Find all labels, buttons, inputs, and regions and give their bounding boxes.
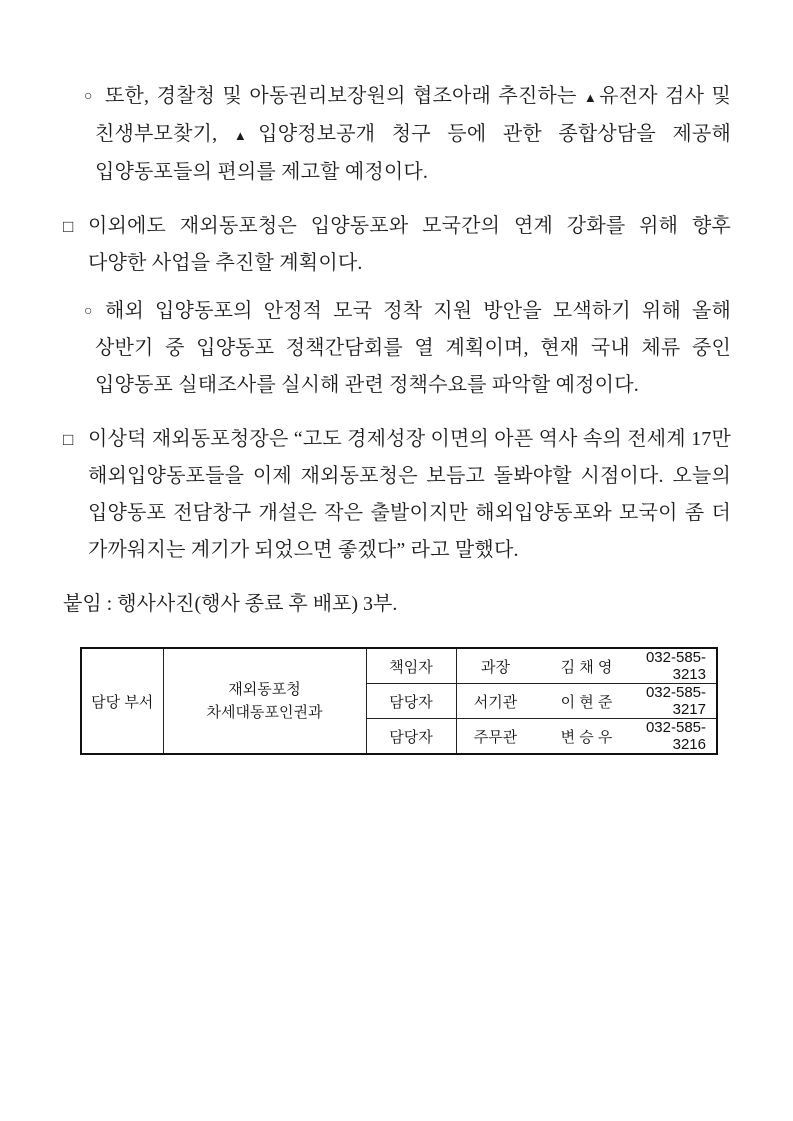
paragraph-text: 해외 입양동포의 안정적 모국 정착 지원 방안을 모색하기 위해 올해 상반기 중 입양동포 정책간담회를 열 계획이며, 현재 국내 체류 중인 입양동포 실태조사를 실시해 관련 정책수요를 파악할 예정이다.	[95, 300, 731, 396]
paragraph	[63, 78, 731, 191]
contact-table	[80, 647, 718, 755]
detail-cell	[456, 684, 717, 719]
triangle-item-marker: ▲	[583, 90, 600, 105]
role-cell: 책임자	[366, 648, 456, 684]
person-name: 변 승 우	[560, 728, 613, 746]
department-line: 차세대동포인권과	[206, 704, 323, 721]
paragraph-text: 이외에도 재외동포청은 입양동포와 모국간의 연계 강화를 위해 향후 다양한 사업을 추진할 계획이다.	[88, 215, 731, 274]
circle-bullet-marker: ○	[84, 304, 93, 319]
department-label-cell: 담당 부서	[81, 648, 163, 754]
attachment-line: 붙임 : 행사사진(행사 종료 후 배포) 3부.	[63, 593, 398, 615]
phone-number: 032-585-3216	[645, 719, 706, 753]
detail-cell	[456, 648, 717, 684]
person-name: 김 채 영	[560, 658, 613, 676]
square-bullet-marker: □	[63, 217, 74, 236]
circle-bullet-marker: ○	[84, 89, 93, 104]
paragraph-text: 또한, 경찰청 및 아동권리보장원의 협조아래 추진하는 ▲유전자 검사 및 친생부모찾기, ▲입양정보공개 청구 등에 관한 종합상담을 제공해 입양동포들의 편의를 제고할 예정이다.	[95, 85, 731, 183]
position-label: 주무관	[473, 728, 518, 746]
square-bullet-marker: □	[63, 430, 74, 449]
paragraph	[63, 293, 731, 404]
detail-cell	[456, 719, 717, 755]
paragraph	[63, 421, 731, 569]
role-cell: 담당자	[366, 684, 456, 719]
phone-number: 032-585-3213	[645, 649, 706, 683]
role-cell: 담당자	[366, 719, 456, 755]
position-label: 과장	[481, 658, 510, 676]
department-line: 재외동포청	[228, 681, 301, 698]
phone-number: 032-585-3217	[645, 684, 706, 718]
triangle-item-marker: ▲	[233, 128, 259, 143]
paragraph-text: 이상덕 재외동포청장은 “고도 경제성장 이면의 아픈 역사 속의 전세계 17만 해외입양동포들을 이제 재외동포청은 보듬고 돌봐야할 시점이다. 오늘의 입양동포 전담창구 개설은 작은 출발이지만 해외입양동포와 모국이 좀 더 가까워지는 계기가 되었으면 좋겠다” 라고 말했다.	[88, 428, 731, 561]
position-label: 서기관	[473, 693, 518, 711]
paragraph	[63, 208, 731, 282]
table-row	[81, 648, 717, 684]
department-name-cell	[163, 648, 366, 754]
person-name: 이 현 준	[560, 693, 613, 711]
